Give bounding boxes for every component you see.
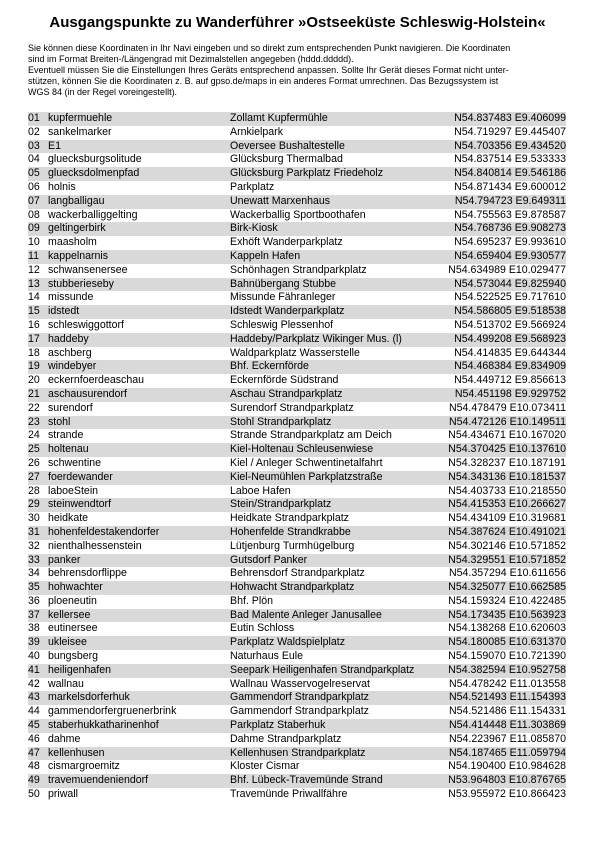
row-number: 37 [28, 608, 40, 621]
row-number: 26 [28, 456, 40, 469]
row-place: Oeversee Bushaltestelle [230, 139, 345, 152]
row-place: Stohl Strandparkplatz [230, 415, 332, 428]
row-number: 01 [28, 112, 40, 124]
row-key: schwentine [48, 456, 101, 469]
row-key: hohwachter [48, 581, 103, 594]
row-place: Kloster Cismar [230, 760, 300, 773]
row-coordinates: N54.223967 E11.085870 [448, 732, 566, 745]
row-coordinates: N54.387624 E10.491021 [448, 525, 566, 538]
table-row [28, 747, 566, 761]
row-place: Kiel-Neumühlen Parkplatzstraße [230, 470, 383, 483]
row-number: 11 [28, 249, 39, 262]
table-row [28, 374, 566, 388]
row-number: 19 [28, 360, 40, 373]
row-key: heiligenhafen [48, 663, 112, 676]
table-row [28, 622, 566, 636]
row-place: Naturhaus Eule [230, 650, 304, 663]
row-key: priwall [48, 788, 79, 801]
row-place: Behrensdorf Strandparkplatz [230, 567, 365, 580]
table-row [28, 360, 566, 374]
row-place: Bad Malente Anleger Janusallee [230, 608, 382, 621]
row-key: kupfermuehle [48, 112, 113, 124]
table-row [28, 664, 566, 678]
row-place: Bhf. Plön [230, 594, 273, 607]
intro-line: sind im Format Breiten-/Längengrad mit Dezimalstellen angegeben (hddd.ddddd). [28, 54, 354, 64]
row-number: 43 [28, 691, 40, 704]
table-row [28, 278, 566, 292]
row-number: 27 [28, 470, 40, 483]
row-coordinates: N54.468384 E9.834909 [454, 360, 566, 373]
row-key: foerdewander [48, 470, 113, 483]
table-row [28, 581, 566, 595]
row-key: behrensdorflippe [48, 567, 127, 580]
row-place: Kiel / Anleger Schwentinetalfahrt [230, 456, 383, 469]
table-row [28, 305, 566, 319]
row-place: Eckernförde Südstrand [230, 374, 339, 387]
row-number: 40 [28, 650, 40, 663]
table-row [28, 402, 566, 416]
table-row [28, 457, 566, 471]
row-key: markelsdorferhuk [48, 691, 130, 704]
row-coordinates: N54.414835 E9.644344 [454, 346, 566, 359]
row-coordinates: N54.325077 E10.662585 [448, 581, 566, 594]
intro-text [28, 43, 573, 98]
row-coordinates: N54.159070 E10.721390 [448, 650, 566, 663]
row-place: Gammendorf Strandparkplatz [230, 691, 369, 704]
table-row [28, 512, 566, 526]
row-coordinates: N54.478479 E10.073411 [448, 401, 566, 414]
table-row [28, 733, 566, 747]
row-key: cismargroemitz [48, 760, 120, 773]
row-coordinates: N54.414448 E11.303869 [448, 719, 566, 732]
row-number: 38 [28, 622, 40, 635]
row-number: 13 [28, 277, 40, 290]
row-number: 07 [28, 194, 40, 207]
table-row [28, 236, 566, 250]
row-key: hohenfeldestakendorfer [48, 525, 160, 538]
table-row [28, 291, 566, 305]
table-row [28, 554, 566, 568]
row-coordinates: N53.955972 E10.866423 [448, 788, 566, 801]
row-coordinates: N54.573044 E9.825940 [454, 277, 566, 290]
row-coordinates: N54.187465 E11.059794 [448, 746, 566, 759]
row-key: schleswiggottorf [48, 318, 124, 331]
intro-line: WGS 84 (in der Regel voreingestellt). [28, 87, 178, 97]
row-number: 21 [28, 387, 40, 400]
row-number: 29 [28, 498, 40, 511]
row-number: 32 [28, 539, 40, 552]
row-place: Schönhagen Strandparkplatz [230, 263, 367, 276]
row-place: Wallnau Wasservogelreservat [230, 677, 370, 690]
row-coordinates: N54.357294 E10.611656 [448, 567, 566, 580]
row-key: staberhukkatharinenhof [48, 719, 159, 732]
row-number: 48 [28, 760, 40, 773]
row-coordinates: N54.703356 E9.434520 [454, 139, 566, 152]
row-place: Lütjenburg Turmhügelburg [230, 539, 355, 552]
row-number: 20 [28, 374, 40, 387]
row-place: Seepark Heiligenhafen Strandparkplatz [230, 663, 415, 676]
table-row [28, 140, 566, 154]
row-key: aschberg [48, 346, 92, 359]
row-number: 30 [28, 512, 40, 525]
row-key: aschausurendorf [48, 387, 127, 400]
row-key: panker [48, 553, 81, 566]
row-place: Bhf. Lübeck-Travemünde Strand [230, 774, 383, 787]
row-place: Parkplatz [230, 180, 275, 193]
row-number: 18 [28, 346, 40, 359]
row-place: Eutin Schloss [230, 622, 295, 635]
table-row [28, 167, 566, 181]
row-number: 49 [28, 774, 40, 787]
row-coordinates: N54.719297 E9.445407 [454, 125, 566, 138]
table-row [28, 443, 566, 457]
row-key: stubberieseby [48, 277, 114, 290]
row-number: 05 [28, 167, 40, 180]
intro-line: Eventuell müssen Sie die Einstellungen Ihres Geräts entsprechend anpassen. Sollte Ihr Gerät dieses Format nicht unter- [28, 65, 509, 75]
table-row [28, 595, 566, 609]
row-place: Travemünde Priwallfähre [230, 788, 348, 801]
row-key: haddeby [48, 332, 89, 345]
row-key: ploeneutin [48, 594, 97, 607]
row-key: gammendorfergruenerbrink [48, 705, 177, 718]
row-key: heidkate [48, 512, 89, 525]
row-number: 50 [28, 788, 40, 801]
row-coordinates: N54.180085 E10.631370 [448, 636, 566, 649]
row-place: Dahme Strandparkplatz [230, 732, 342, 745]
row-place: Glücksburg Thermalbad [230, 153, 343, 166]
row-key: eckernfoerdeaschau [48, 374, 144, 387]
row-place: Hohenfelde Strandkrabbe [230, 525, 351, 538]
intro-line: stützen, können Sie die Koordinaten z. B. auf gpso.de/maps in ein anderes Format umrechnen. Das Bezugssystem ist [28, 76, 499, 86]
row-place: Bhf. Eckernförde [230, 360, 309, 373]
row-key: gluecksdolmenpfad [48, 167, 140, 180]
row-number: 39 [28, 636, 40, 649]
row-number: 02 [28, 125, 40, 138]
row-coordinates: N54.302146 E10.571852 [448, 539, 566, 552]
coordinates-table [28, 112, 566, 802]
row-coordinates: N54.499208 E9.568923 [454, 332, 566, 345]
row-coordinates: N54.521486 E11.154331 [448, 705, 566, 718]
table-row [28, 195, 566, 209]
row-place: Aschau Strandparkplatz [230, 387, 343, 400]
row-number: 14 [28, 291, 40, 304]
table-row [28, 388, 566, 402]
row-coordinates: N54.755563 E9.878587 [454, 208, 566, 221]
table-row [28, 333, 566, 347]
row-key: laboeStein [48, 484, 99, 497]
row-number: 22 [28, 401, 40, 414]
table-row [28, 526, 566, 540]
page-title: Ausgangspunkte zu Wanderführer »Ostseeküste Schleswig-Holstein« [49, 14, 546, 31]
table-row [28, 222, 566, 236]
table-row [28, 471, 566, 485]
row-place: Birk-Kiosk [230, 222, 278, 235]
row-place: Schleswig Plessenhof [230, 318, 334, 331]
row-key: missunde [48, 291, 94, 304]
row-place: Kellenhusen Strandparkplatz [230, 746, 366, 759]
row-number: 28 [28, 484, 40, 497]
row-coordinates: N54.329551 E10.571852 [448, 553, 566, 566]
table-row [28, 567, 566, 581]
row-number: 31 [28, 525, 40, 538]
row-place: Surendorf Strandparkplatz [230, 401, 354, 414]
row-coordinates: N54.659404 E9.930577 [454, 249, 566, 262]
row-place: Missunde Fähranleger [230, 291, 336, 304]
row-place: Gutsdorf Panker [230, 553, 308, 566]
row-key: nienthalhessenstein [48, 539, 142, 552]
row-place: Bahnübergang Stubbe [230, 277, 337, 290]
row-key: dahme [48, 732, 81, 745]
row-number: 35 [28, 581, 40, 594]
row-coordinates: N54.159324 E10.422485 [448, 594, 566, 607]
row-number: 45 [28, 719, 40, 732]
row-place: Zollamt Kupfermühle [230, 112, 328, 124]
row-key: strande [48, 429, 84, 442]
row-coordinates: N54.370425 E10.137610 [448, 443, 566, 456]
row-place: Unewatt Marxenhaus [230, 194, 331, 207]
row-number: 03 [28, 139, 40, 152]
row-number: 44 [28, 705, 40, 718]
row-number: 25 [28, 443, 40, 456]
row-place: Strande Strandparkplatz am Deich [230, 429, 392, 442]
row-coordinates: N54.794723 E9.649311 [454, 194, 566, 207]
row-key: holnis [48, 180, 76, 193]
row-place: Hohwacht Strandparkplatz [230, 581, 355, 594]
row-key: E1 [48, 139, 61, 152]
row-key: kappelnarnis [48, 249, 109, 262]
row-coordinates: N54.403733 E10.218550 [448, 484, 566, 497]
row-key: wallnau [48, 677, 84, 690]
table-row [28, 788, 566, 802]
row-key: ukleisee [48, 636, 87, 649]
row-coordinates: N54.521493 E11.154393 [448, 691, 566, 704]
row-number: 09 [28, 222, 40, 235]
row-place: Kiel-Holtenau Schleusenwiese [230, 443, 374, 456]
table-row [28, 719, 566, 733]
row-coordinates: N54.695237 E9.993610 [454, 236, 566, 249]
row-key: schwansenersee [48, 263, 128, 276]
table-row [28, 250, 566, 264]
table-row [28, 416, 566, 430]
row-key: geltingerbirk [48, 222, 106, 235]
row-key: maasholm [48, 236, 97, 249]
intro-line: Sie können diese Koordinaten in Ihr Navi eingeben und so direkt zum entsprechenden Punkt navigieren. Die Koordinaten [28, 43, 511, 53]
row-number: 46 [28, 732, 40, 745]
table-row [28, 112, 566, 126]
table-row [28, 705, 566, 719]
row-coordinates: N54.449712 E9.856613 [454, 374, 566, 387]
row-number: 34 [28, 567, 40, 580]
row-number: 04 [28, 153, 40, 166]
row-coordinates: N54.434109 E10.319681 [448, 512, 566, 525]
row-key: gluecksburgsolitude [48, 153, 142, 166]
row-coordinates: N54.478242 E11.013558 [448, 677, 566, 690]
row-coordinates: N54.173435 E10.563923 [448, 608, 566, 621]
row-place: Parkplatz Staberhuk [230, 719, 326, 732]
table-row [28, 678, 566, 692]
row-coordinates: N54.586805 E9.518538 [454, 305, 566, 318]
row-coordinates: N54.634989 E10.029477 [448, 263, 566, 276]
row-place: Heidkate Strandparkplatz [230, 512, 349, 525]
row-place: Glücksburg Parkplatz Friedeholz [230, 167, 384, 180]
row-place: Laboe Hafen [230, 484, 291, 497]
row-number: 41 [28, 663, 40, 676]
row-coordinates: N54.513702 E9.566924 [454, 318, 566, 331]
row-number: 24 [28, 429, 40, 442]
row-key: windebyer [48, 360, 97, 373]
row-key: steinwendtorf [48, 498, 112, 511]
row-key: eutinersee [48, 622, 98, 635]
row-coordinates: N54.837514 E9.533333 [454, 153, 566, 166]
row-key: idstedt [48, 305, 80, 318]
row-place: Waldparkplatz Wasserstelle [230, 346, 360, 359]
table-row [28, 209, 566, 223]
row-place: Arnkielpark [230, 125, 283, 138]
table-row [28, 691, 566, 705]
row-place: Kappeln Hafen [230, 249, 301, 262]
row-place: Idstedt Wanderparkplatz [230, 305, 345, 318]
table-row [28, 540, 566, 554]
row-number: 08 [28, 208, 40, 221]
row-number: 06 [28, 180, 40, 193]
table-row [28, 760, 566, 774]
row-coordinates: N54.138268 E10.620603 [448, 622, 566, 635]
row-coordinates: N54.522525 E9.717610 [454, 291, 566, 304]
row-place: Wackerballig Sportboothafen [230, 208, 366, 221]
row-coordinates: N54.451198 E9.929752 [454, 387, 566, 400]
table-row [28, 319, 566, 333]
table-row [28, 650, 566, 664]
row-number: 36 [28, 594, 40, 607]
row-key: kellenhusen [48, 746, 105, 759]
row-number: 15 [28, 305, 40, 318]
row-place: Exhöft Wanderparkplatz [230, 236, 343, 249]
table-row [28, 774, 566, 788]
row-coordinates: N54.328237 E10.187191 [448, 456, 566, 469]
row-number: 23 [28, 415, 40, 428]
row-place: Haddeby/Parkplatz Wikinger Mus. (l) [230, 332, 402, 345]
table-row [28, 429, 566, 443]
table-row [28, 347, 566, 361]
row-key: wackerballiggelting [48, 208, 138, 221]
table-row [28, 264, 566, 278]
row-coordinates: N54.382594 E10.952758 [448, 663, 566, 676]
row-number: 47 [28, 746, 40, 759]
row-number: 12 [28, 263, 40, 276]
table-row [28, 498, 566, 512]
table-row [28, 126, 566, 140]
row-place: Gammendorf Strandparkplatz [230, 705, 369, 718]
row-key: surendorf [48, 401, 93, 414]
row-coordinates: N53.964803 E10.876765 [448, 774, 566, 787]
row-coordinates: N54.415353 E10.266627 [448, 498, 566, 511]
row-key: bungsberg [48, 650, 99, 663]
row-coordinates: N54.472126 E10.149511 [448, 415, 566, 428]
row-key: stohl [48, 415, 71, 428]
row-key: sankelmarker [48, 125, 112, 138]
row-coordinates: N54.871434 E9.600012 [454, 180, 566, 193]
row-coordinates: N54.434671 E10.167020 [448, 429, 566, 442]
row-key: travemuendeniendorf [48, 774, 149, 787]
row-coordinates: N54.190400 E10.984628 [448, 760, 566, 773]
row-number: 33 [28, 553, 40, 566]
table-row [28, 181, 566, 195]
row-number: 10 [28, 236, 40, 249]
row-number: 17 [28, 332, 40, 345]
row-coordinates: N54.343136 E10.181537 [448, 470, 566, 483]
row-place: Parkplatz Waldspielplatz [230, 636, 346, 649]
row-number: 16 [28, 318, 40, 331]
row-number: 42 [28, 677, 40, 690]
row-key: langballigau [48, 194, 105, 207]
row-key: kellersee [48, 608, 91, 621]
row-key: holtenau [48, 443, 89, 456]
row-coordinates: N54.837483 E9.406099 [454, 112, 566, 124]
row-place: Stein/Strandparkplatz [230, 498, 332, 511]
table-row [28, 609, 566, 623]
row-coordinates: N54.840814 E9.546186 [454, 167, 566, 180]
table-row [28, 485, 566, 499]
table-row [28, 636, 566, 650]
row-coordinates: N54.768736 E9.908273 [454, 222, 566, 235]
table-row [28, 153, 566, 167]
